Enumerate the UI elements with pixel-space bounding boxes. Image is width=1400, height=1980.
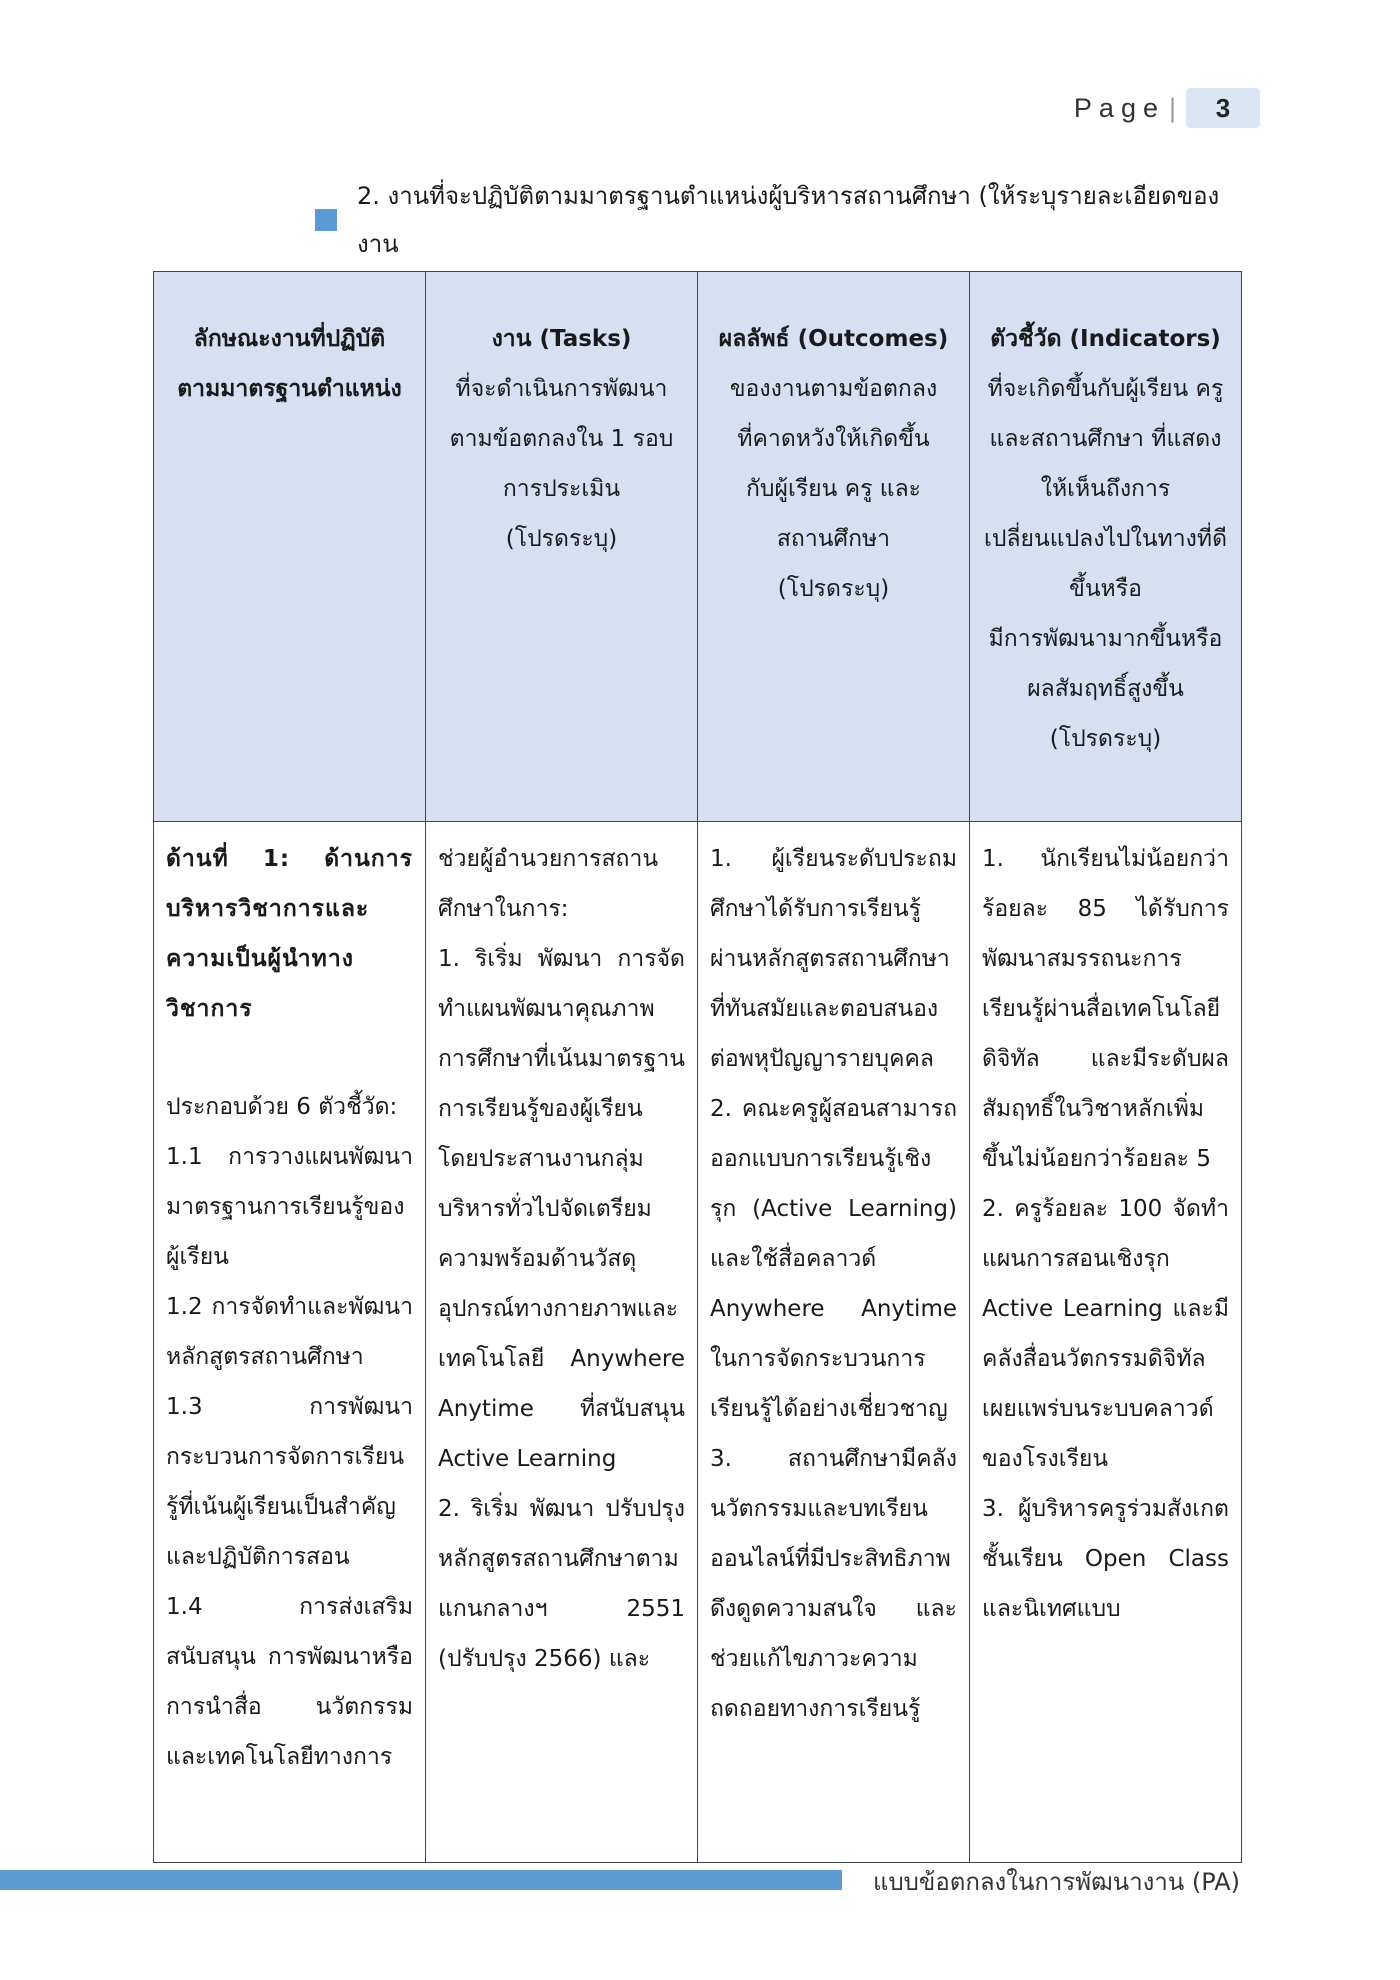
header-cell-indicators [970,272,1242,822]
square-bullet-icon [315,209,337,231]
indicator-target: 1. นักเรียนไม่น้อยกว่าร้อยละ 85 ได้รับการพัฒนาสมรรถนะการเรียนรู้ผ่านสื่อเทคโนโลยีดิจิทัล และมีระดับผลสัมฤทธิ์ในวิชาหลักเพิ่มขึ้นไม่น้อยกว่าร้อยละ 5 [982,846,1229,1172]
table-row [154,822,1242,1863]
tasks-intro: ช่วยผู้อำนวยการสถานศึกษาในการ: [438,846,659,922]
header-line: สถานศึกษา [776,526,891,552]
header-title: ลักษณะงานที่ปฏิบัติ [193,326,386,352]
header-line: ผลสัมฤทธิ์สูงขึ้น [1027,676,1184,702]
cell-domain-1 [154,822,426,1863]
header-line: (โปรดระบุ) [1049,726,1162,752]
footer-title: แบบข้อตกลงในการพัฒนางาน (PA) [872,1868,1240,1896]
header-line: ขึ้นหรือ [1069,576,1142,602]
header-line: เปลี่ยนแปลงไปในทางที่ดี [983,526,1228,552]
header-line: ให้เห็นถึงการ [1040,476,1171,502]
header-title: ตัวชี้วัด (Indicators) [990,326,1221,352]
header-line: มีการพัฒนามากขึ้นหรือ [988,626,1223,652]
outcome-item: 3. สถานศึกษามีคลังนวัตกรรมและบทเรียนออนไลน์ที่มีประสิทธิภาพ ดึงดูดความสนใจ และช่วยแก้ไขภาวะความถดถอยทางการเรียนรู้ [710,1446,957,1722]
header-cell-characteristics [154,272,426,822]
header-line: ที่จะดำเนินการพัฒนา [455,376,668,402]
header-line: การประเมิน [502,476,621,502]
header-cell-tasks [426,272,698,822]
header-line: ตามข้อตกลงใน 1 รอบ [449,426,674,452]
header-title: ผลลัพธ์ (Outcomes) [718,326,949,352]
cell-tasks [426,822,698,1863]
indicator-target: 3. ผู้บริหารครูร่วมสังเกตชั้นเรียน Open Class และนิเทศแบบ [982,1496,1229,1622]
indicator-item: 1.2 การจัดทำและพัฒนาหลักสูตรสถานศึกษา [166,1294,413,1370]
page-label: Page [1073,92,1165,123]
header-title: งาน (Tasks) [491,326,632,352]
indicator-item: 1.3 การพัฒนากระบวนการจัดการเรียนรู้ที่เน้นผู้เรียนเป็นสำคัญและปฏิบัติการสอน [166,1394,413,1570]
page-header [1074,88,1260,128]
indicator-item: 1.4 การส่งเสริมสนับสนุน การพัฒนาหรือการนำสื่อ นวัตกรรม และเทคโนโลยีทางการ [166,1594,413,1770]
task-item: 1. ริเริ่ม พัฒนา การจัดทำแผนพัฒนาคุณภาพการศึกษาที่เน้นมาตรฐานการเรียนรู้ของผู้เรียน โดยประสานงานกลุ่มบริหารทั่วไปจัดเตรียมความพร้อมด้านวัสดุ อุปกรณ์ทางกายภาพและเทคโนโลยี Anywhere Anytime ที่สนับสนุน Active Learning [438,946,685,1472]
footer-accent-bar [0,1870,842,1890]
page-number: 3 [1186,88,1260,128]
table-header-row [154,272,1242,822]
domain-title: ด้านที่ 1: ด้านการบริหารวิชาการและความเป็นผู้นำทางวิชาการ [166,846,413,1022]
cell-indicators [970,822,1242,1863]
header-line: ที่คาดหวังให้เกิดขึ้น [737,426,930,452]
cell-outcomes [698,822,970,1863]
header-line: (โปรดระบุ) [777,576,890,602]
outcome-item: 1. ผู้เรียนระดับประถมศึกษาได้รับการเรียนรู้ผ่านหลักสูตรสถานศึกษาที่ทันสมัยและตอบสนองต่อพหุปัญญารายบุคคล [710,846,957,1072]
page-separator: | [1168,92,1176,123]
indicator-target: 2. ครูร้อยละ 100 จัดทำแผนการสอนเชิงรุก Active Learning และมีคลังสื่อนวัตกรรมดิจิทัลเผยแพร่บนระบบคลาวด์ของโรงเรียน [982,1196,1229,1472]
header-line: ของงานตามข้อตกลง [729,376,938,402]
outcome-item: 2. คณะครูผู้สอนสามารถออกแบบการเรียนรู้เชิงรุก (Active Learning) และใช้สื่อคลาวด์ Anywhere Anytime ในการจัดกระบวนการเรียนรู้ได้อย่างเชี่ยวชาญ [710,1096,957,1422]
header-line: ที่จะเกิดขึ้นกับผู้เรียน ครู [987,376,1224,402]
header-line: (โปรดระบุ) [505,526,618,552]
header-line: กับผู้เรียน ครู และ [745,476,922,502]
indicator-item: 1.1 การวางแผนพัฒนามาตรฐานการเรียนรู้ของผู้เรียน [166,1144,413,1270]
intro-line-1: 2. งานที่จะปฏิบัติตามมาตรฐานตำแหน่งผู้บริหารสถานศึกษา (ให้ระบุรายละเอียดของงาน [357,182,1220,258]
domain-subtitle: ประกอบด้วย 6 ตัวชี้วัด: [166,1094,398,1120]
pa-table [153,271,1242,1863]
header-cell-outcomes [698,272,970,822]
header-line: ตามมาตรฐานตำแหน่ง [177,376,402,402]
header-line: และสถานศึกษา ที่แสดง [989,426,1222,452]
task-item: 2. ริเริ่ม พัฒนา ปรับปรุงหลักสูตรสถานศึกษาตามแกนกลางฯ 2551 (ปรับปรุง 2566) และ [438,1496,685,1672]
